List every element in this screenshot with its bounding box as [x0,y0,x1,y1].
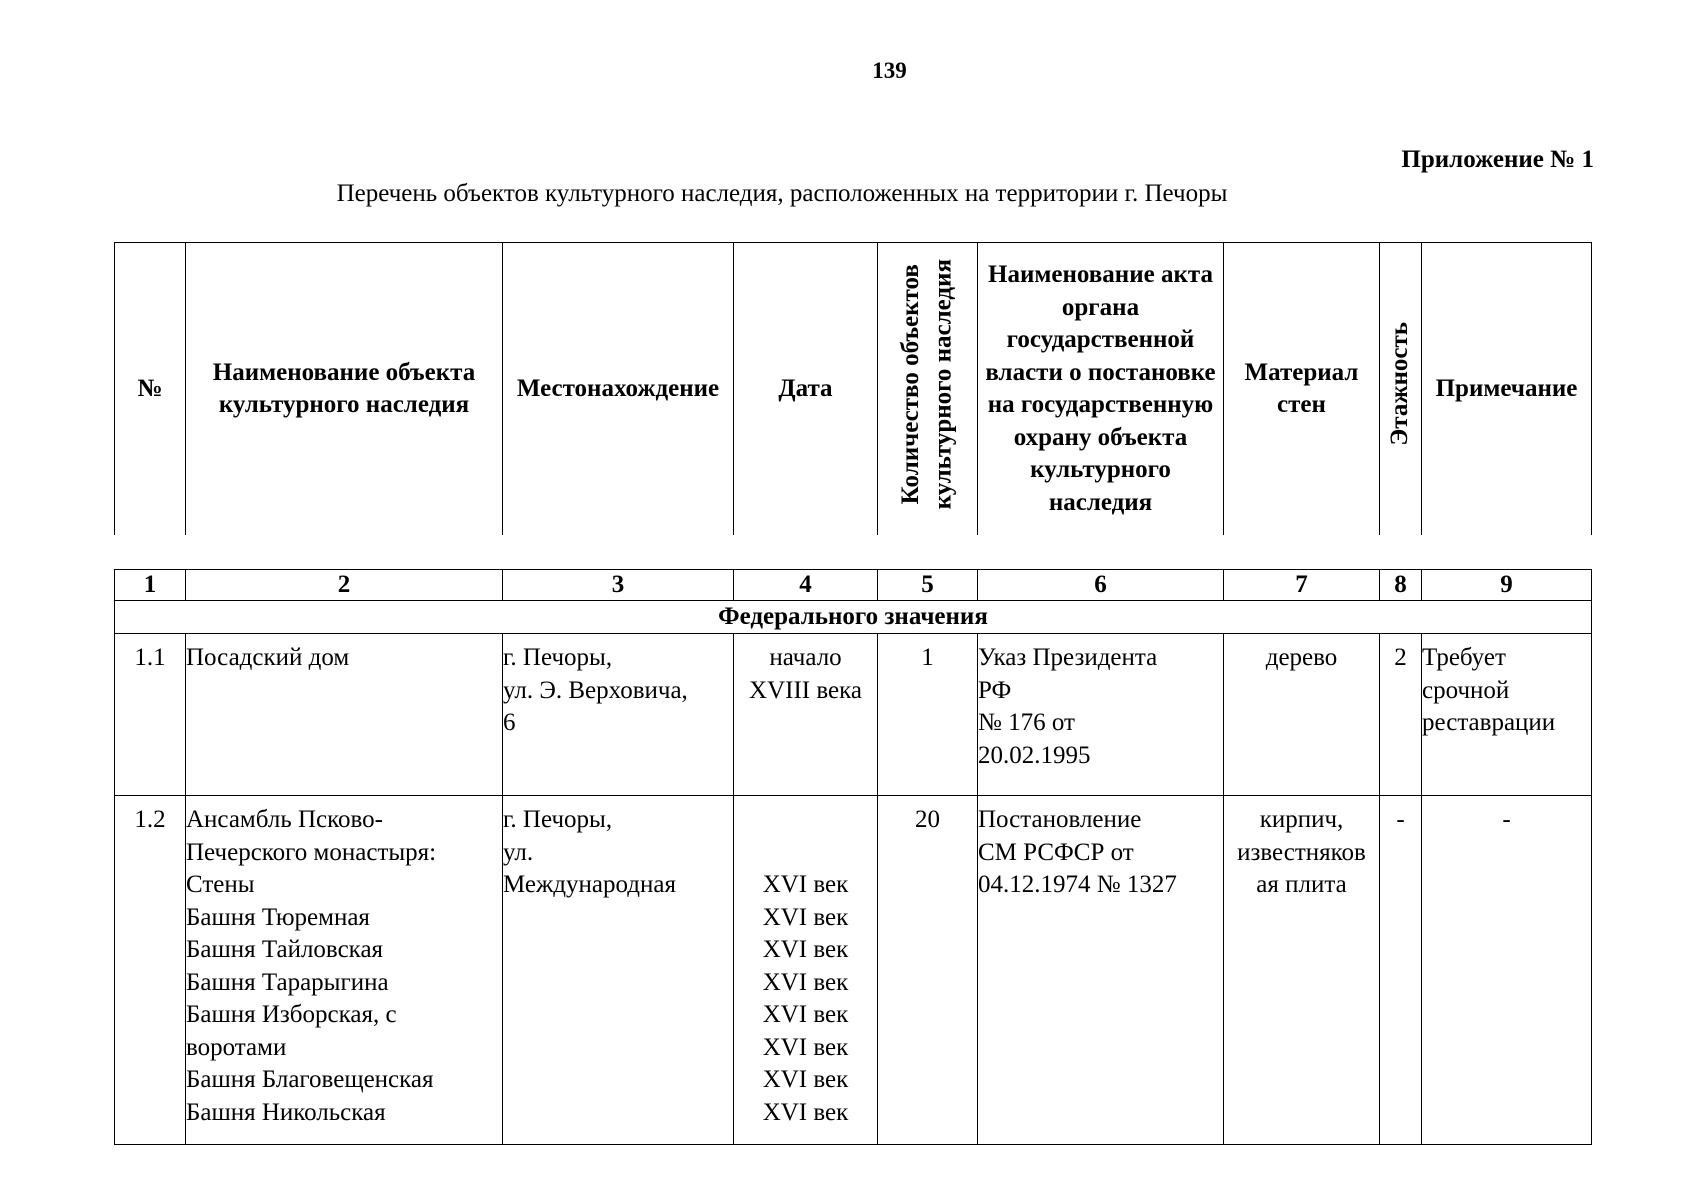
header-name: Наименование объекта культурного наследия [186,243,503,536]
location-line: ул. [503,838,534,866]
document-title: Перечень объектов культурного наследия, расположенных на территории г. Печоры [336,180,1228,207]
date-line: XVI век [762,1033,849,1061]
name-line: Печерского монастыря: [186,838,437,866]
column-number: 6 [978,570,1224,601]
column-number: 8 [1380,570,1422,601]
name-line: Башня Никольская [186,1098,386,1126]
header-floors [1380,243,1422,536]
name-line: Башня Тюремная [186,903,370,931]
material-line: ая плита [1256,871,1347,898]
act-line: № 176 от [978,709,1075,736]
table-body [114,569,1592,1145]
section-row [115,601,1592,634]
row-material [1224,796,1380,1145]
table-row [115,796,1592,1145]
act-line: 20.02.1995 [978,741,1091,769]
date-line: XVIII века [749,676,862,704]
row-act [978,796,1224,1145]
header-count-line1: Количество объектов [897,264,924,505]
column-number: 2 [186,570,503,601]
name-line: Стены [186,871,255,898]
row-date [734,796,878,1145]
header-location: Местонахождение [503,243,734,536]
row-location [503,634,734,796]
column-number: 3 [503,570,734,601]
act-line: Указ Президента [978,644,1158,671]
header-material: Материал стен [1224,243,1380,536]
location-line: Международная [503,871,676,898]
name-line: Башня Тайловская [186,936,384,963]
date-spacer [734,804,877,869]
header-date: Дата [734,243,878,536]
page-number: 139 [872,58,907,83]
location-line: г. Печоры, [503,644,613,671]
header-act: Наименование акта органа государственной власти о постановке на государственную охрану объекта культурного наследия [978,243,1224,536]
table-row [115,634,1592,796]
row-floors: - [1380,796,1422,1145]
row-count: 1 [878,634,978,796]
act-line: СМ РСФСР от [978,838,1134,866]
column-number: 5 [878,570,978,601]
act-line: 04.12.1974 № 1327 [978,871,1177,898]
row-count: 20 [878,796,978,1145]
date-line: XVI век [762,936,849,963]
material-line: известняков [1237,838,1366,866]
column-number: 9 [1422,570,1592,601]
date-line: начало [769,644,842,671]
date-line: XVI век [762,1098,849,1126]
name-line: Ансамбль Псково- [186,806,383,833]
row-act [978,634,1224,796]
header-note: Примечание [1422,243,1592,536]
note-line: срочной [1422,676,1510,704]
act-line: РФ [978,676,1012,704]
name-line: Башня Благовещенская [186,1066,434,1093]
column-number: 4 [734,570,878,601]
row-note: - [1422,796,1592,1145]
location-line: 6 [503,709,516,736]
header-count-text [895,259,960,509]
date-line: XVI век [762,1066,849,1093]
material-line: кирпич, [1259,806,1344,833]
row-floors: 2 [1380,634,1422,796]
row-location [503,796,734,1145]
name-line: Башня Тарарыгина [186,968,389,996]
header-count [878,243,978,536]
section-title: Федерального значения [115,601,1592,634]
row-name [186,796,503,1145]
date-line: XVI век [762,1001,849,1028]
column-number: 1 [115,570,186,601]
header-no: № [115,243,186,536]
act-line: Постановление [978,806,1142,833]
name-line: воротами [186,1033,287,1061]
location-line: ул. Э. Верховича, [503,676,688,704]
row-date [734,634,878,796]
date-line: XVI век [762,903,849,931]
note-line: Требует [1422,644,1506,671]
row-name: Посадский дом [186,634,503,796]
note-line: реставрации [1422,709,1556,736]
header-floors-text: Этажность [1386,322,1414,447]
name-line: Башня Изборская, с [186,1001,397,1028]
row-note [1422,634,1592,796]
location-line: г. Печоры, [503,806,613,833]
date-line: XVI век [762,968,849,996]
header-count-line2: культурного наследия [929,259,957,510]
table-header [114,242,1592,535]
column-number-row [115,570,1592,601]
row-no: 1.2 [115,796,186,1145]
row-no: 1.1 [115,634,186,796]
row-material: дерево [1224,634,1380,796]
date-line: XVI век [762,871,849,898]
column-number: 7 [1224,570,1380,601]
appendix-label: Приложение № 1 [1401,146,1594,173]
